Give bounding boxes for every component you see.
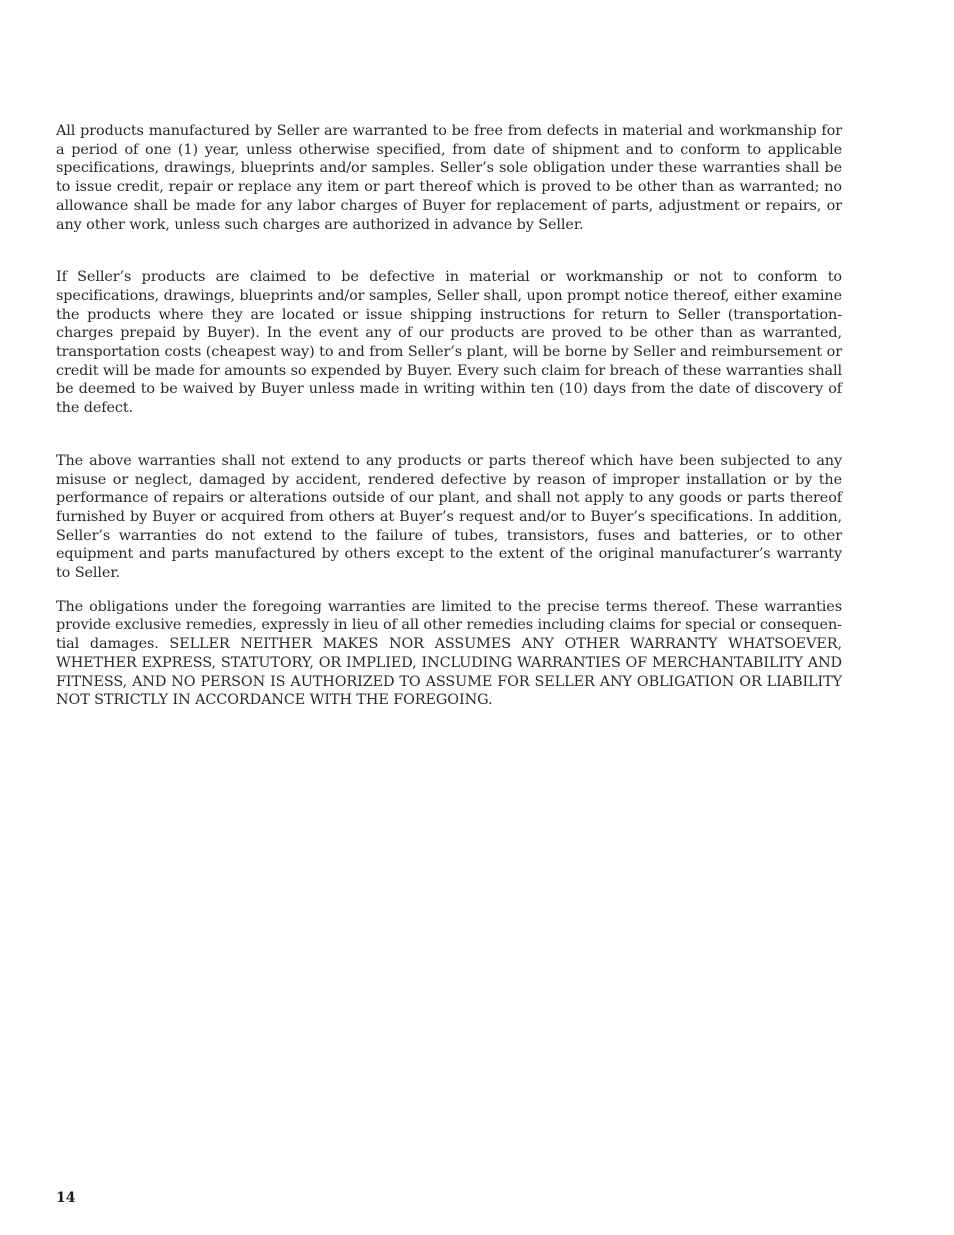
warranty-paragraph-3: The above warranties shall not extend to any products or parts thereof which have been subjected to any misuse or neglect, damaged by accident, rendered defective by reason of improper installation or by the performance of repairs or alterations outside of our plant, and shall not apply to any goods or parts thereof furnished by Buyer or acquired from others at Buyer’s request and/or to Buyer’s specifications. In addition, Seller’s warranties do not extend to the failure of tubes, transistors, fuses and batteries, or to other equipment and parts manufactured by others except to the extent of the original manufacturer’s warranty to Seller. (56, 452, 842, 582)
paragraph-spacer (56, 583, 842, 598)
document-body (56, 122, 842, 710)
warranty-paragraph-1: All products manufactured by Seller are warranted to be free from defects in material and workmanship for a period of one (1) year, unless otherwise specified, from date of shipment and to conform to applicable specifications, drawings, blueprints and/or samples. Seller’s sole obligation under these warranties shall be to issue credit, repair or replace any item or part thereof which is proved to be other than as warranted; no allowance shall be made for any labor charges of Buyer for replacement of parts, adjustment or repairs, or any other work, unless such charges are authorized in advance by Seller. (56, 123, 842, 233)
paragraph-spacer (56, 234, 842, 268)
warranty-paragraph-4: The obligations under the foregoing warranties are limited to the precise terms thereof. These warranties provide exclusive remedies, expressly in lieu of all other remedies including claims for special or consequential damages. SELLER NEITHER MAKES NOR ASSUMES ANY OTHER WARRANTY WHATSOEVER, WHETHER EXPRESS, STATUTORY, OR IMPLIED, INCLUDING WARRANTIES OF MERCHANTABILITY AND FITNESS, AND NO PERSON IS AUTHORIZED TO ASSUME FOR SELLER ANY OBLIGATION OR LIABILITY NOT STRICTLY IN ACCORDANCE WITH THE FOREGOING. (56, 598, 842, 709)
page-number: 14 (56, 1190, 76, 1206)
warranty-paragraph-2: If Seller’s products are claimed to be defective in material or workmanship or not to conform to specifications, drawings, blueprints and/or samples, Seller shall, upon prompt notice thereof, either examine the products where they are located or issue shipping instructions for return to Seller (transportation-charges prepaid by Buyer). In the event any of our products are proved to be other than as warranted, transportation costs (cheapest way) to and from Seller’s plant, will be borne by Seller and reimbursement or credit will be made for amounts so expended by Buyer. Every such claim for breach of these warranties shall be deemed to be waived by Buyer unless made in writing within ten (10) days from the date of discovery of the defect. (56, 269, 842, 417)
paragraph-spacer (56, 418, 842, 452)
